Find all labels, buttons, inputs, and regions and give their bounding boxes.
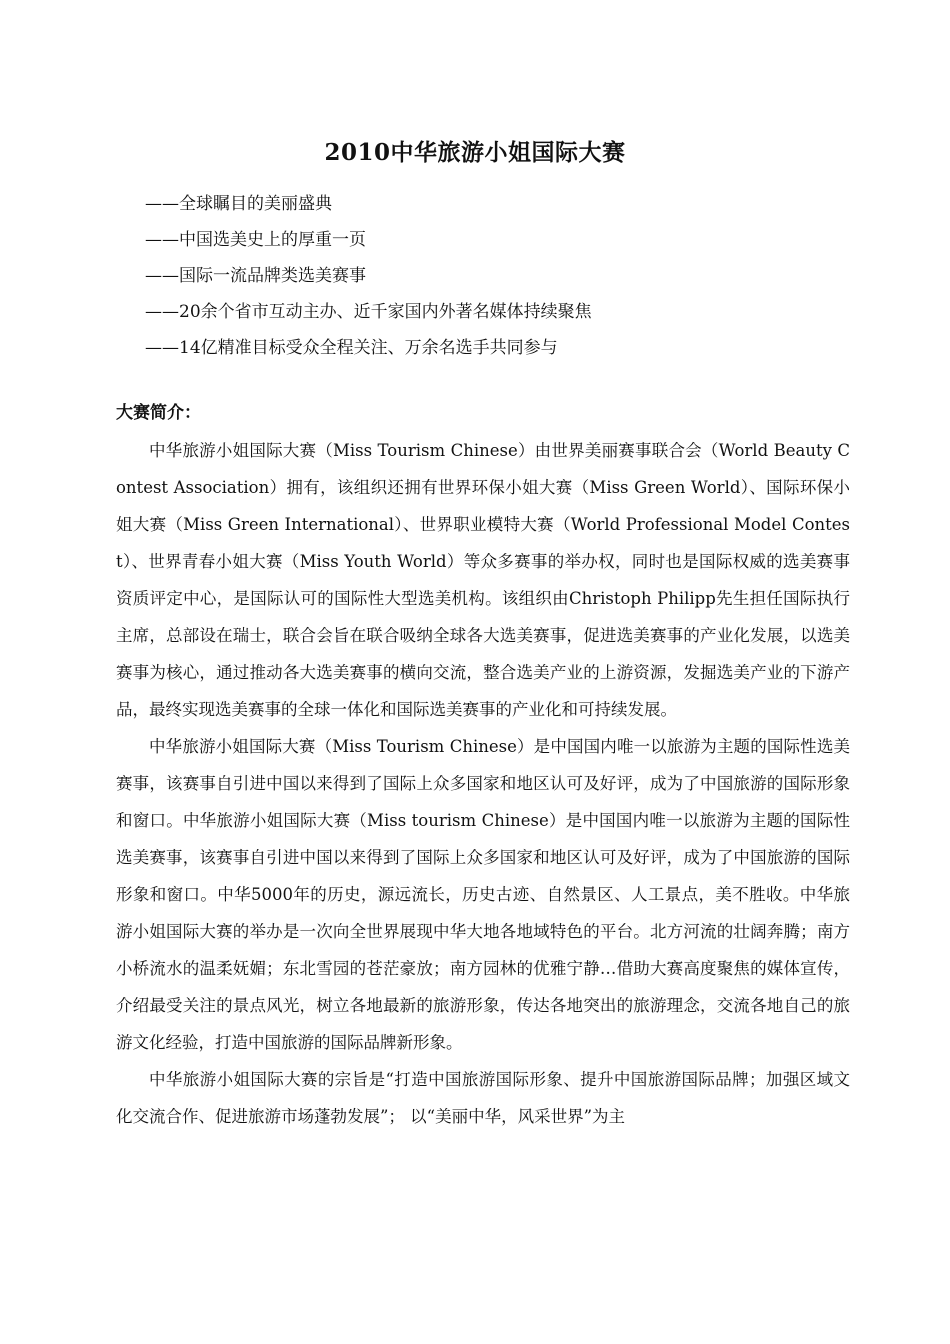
slogan-item: ——中国选美史上的厚重一页 [145, 230, 366, 250]
slogan-item: ——国际一流品牌类选美赛事 [145, 266, 366, 286]
slogan-item: ——14亿精准目标受众全程关注、万余名选手共同参与 [145, 338, 558, 358]
body-paragraph: 中华旅游小姐国际大赛的宗旨是“打造中国旅游国际形象、提升中国旅游国际品牌；加强区域文化交流合作、促进旅游市场蓬勃发展”； 以“美丽中华，风采世界”为主 [116, 1070, 850, 1126]
slogan-item: ——全球瞩目的美丽盛典 [145, 194, 332, 214]
document-title: 2010中华旅游小姐国际大赛 [324, 139, 626, 166]
body-paragraph: 中华旅游小姐国际大赛（Miss Tourism Chinese）是中国国内唯一以旅游为主题的国际性选美赛事，该赛事自引进中国以来得到了国际上众多国家和地区认可及好评，成为了中国旅游的国际形象和窗口。中华旅游小姐国际大赛（Miss tourism Chinese）是中国国内唯一以旅游为主题的国际性选美赛事，该赛事自引进中国以来得到了国际上众多国家和地区认可及好评，成为了中国旅游的国际形象和窗口。中华5000年的历史，源远流长，历史古迹、自然景区、人工景点，美不胜收。中华旅游小姐国际大赛的举办是一次向全世界展现中华大地各地域特色的平台。北方河流的壮阔奔腾；南方小桥流水的温柔妩媚；东北雪园的苍茫豪放；南方园林的优雅宁静…借助大赛高度聚焦的媒体宣传，介绍最受关注的景点风光，树立各地最新的旅游形象，传达各地突出的旅游理念，交流各地自己的旅游文化经验，打造中国旅游的国际品牌新形象。 [116, 737, 850, 1052]
slogan-list [145, 186, 865, 366]
body-paragraph: 中华旅游小姐国际大赛（Miss Tourism Chinese）由世界美丽赛事联合会（World Beauty Contest Association）拥有，该组织还拥有世界环保小姐大赛（Miss Green World）、国际环保小姐大赛（Miss Green International）、世界职业模特大赛（World Professional Model Contest）、世界青春小姐大赛（Miss Youth World）等众多赛事的举办权，同时也是国际权威的选美赛事资质评定中心，是国际认可的国际性大型选美机构。该组织由Christoph Philipp先生担任国际执行主席，总部设在瑞士，联合会旨在联合吸纳全球各大选美赛事，促进选美赛事的产业化发展，以选美赛事为核心，通过推动各大选美赛事的横向交流，整合选美产业的上游资源，发掘选美产业的下游产品，最终实现选美赛事的全球一体化和国际选美赛事的产业化和可持续发展。 [116, 441, 850, 719]
slogan-item: ——20余个省市互动主办、近千家国内外著名媒体持续聚焦 [145, 302, 592, 322]
body-text [116, 432, 850, 1135]
section-heading: 大赛简介： [116, 403, 201, 423]
